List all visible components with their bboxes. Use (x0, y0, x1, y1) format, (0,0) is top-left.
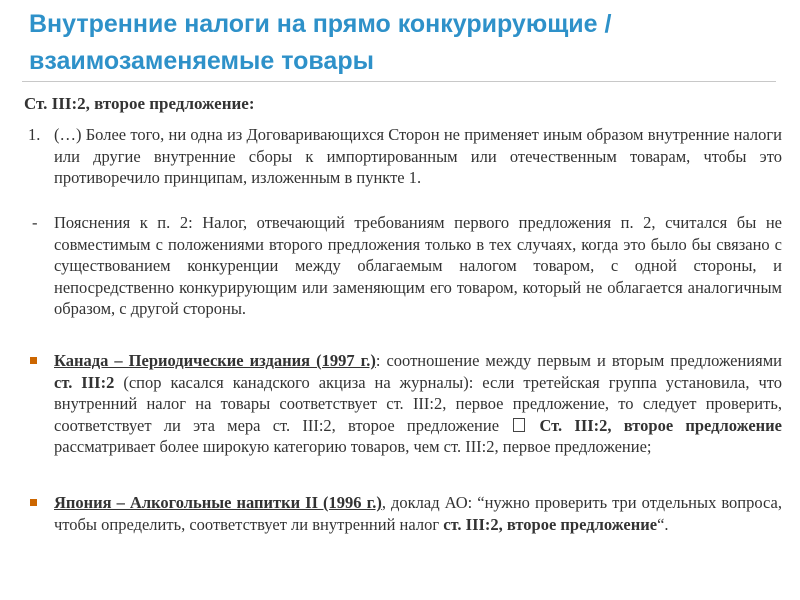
explanatory-note: Пояснения к п. 2: Налог, отвечающий требованиям первого предложения п. 2, считался бы не совместимым с положениями второго предложения только в тех случаях, когда это было бы связано с существованием конкуренции между облагаемым налогом товаром, с одной стороны, и непосредственно конкурирующим или заменяющим его товаром, который не облагается аналогичным образом, с другой стороны. (54, 213, 782, 318)
missing-glyph-icon (513, 418, 525, 432)
bullet-icon (30, 499, 37, 506)
case-title-japan: Япония – Алкогольные напитки II (1996 г.) (54, 493, 382, 512)
title-divider (22, 81, 776, 82)
dash-marker: - (32, 213, 38, 232)
bullet-icon (30, 357, 37, 364)
article-ref: ст. III:2, второе предложение (443, 514, 658, 534)
article-ref: Ст. III:2, второе предложение (539, 415, 783, 435)
case-canada (54, 350, 782, 458)
section-heading: Ст. III:2, второе предложение: (24, 94, 255, 113)
article-ref: ст. III:2 (54, 372, 115, 392)
case-title-canada: Канада – Периодические издания (1997 г.) (54, 351, 376, 370)
article-quote: (…) Более того, ни одна из Договаривающихся Сторон не применяет иным образом внутренние налоги или другие внутренние сборы к импортированным или отечественным товарам, чтобы это противоречило принципам, изложенным в пункте 1. (54, 125, 782, 187)
list-number: 1. (28, 125, 41, 144)
case-text: , доклад АО: “нужно проверить три отдельных вопроса, чтобы определить, соответствует ли внутренний налог (54, 493, 782, 534)
case-text: “. (657, 514, 669, 534)
slide-title: Внутренние налоги на прямо конкурирующие / взаимозаменяемые товары (29, 10, 612, 75)
case-text: рассматривает более широкую категорию товаров, чем ст. III:2, первое предложение; (54, 437, 652, 456)
case-japan (54, 492, 782, 535)
case-text: (спор касался канадского акциза на журналы): если третейская группа установила, что внутренний налог на товары соответствует ст. III:2, первое предложение, то следует проверить, соответствует ли эта мера ст. III:2, второе предложение (54, 372, 782, 435)
case-text: : соотношение между первым и вторым предложениями (375, 351, 783, 370)
